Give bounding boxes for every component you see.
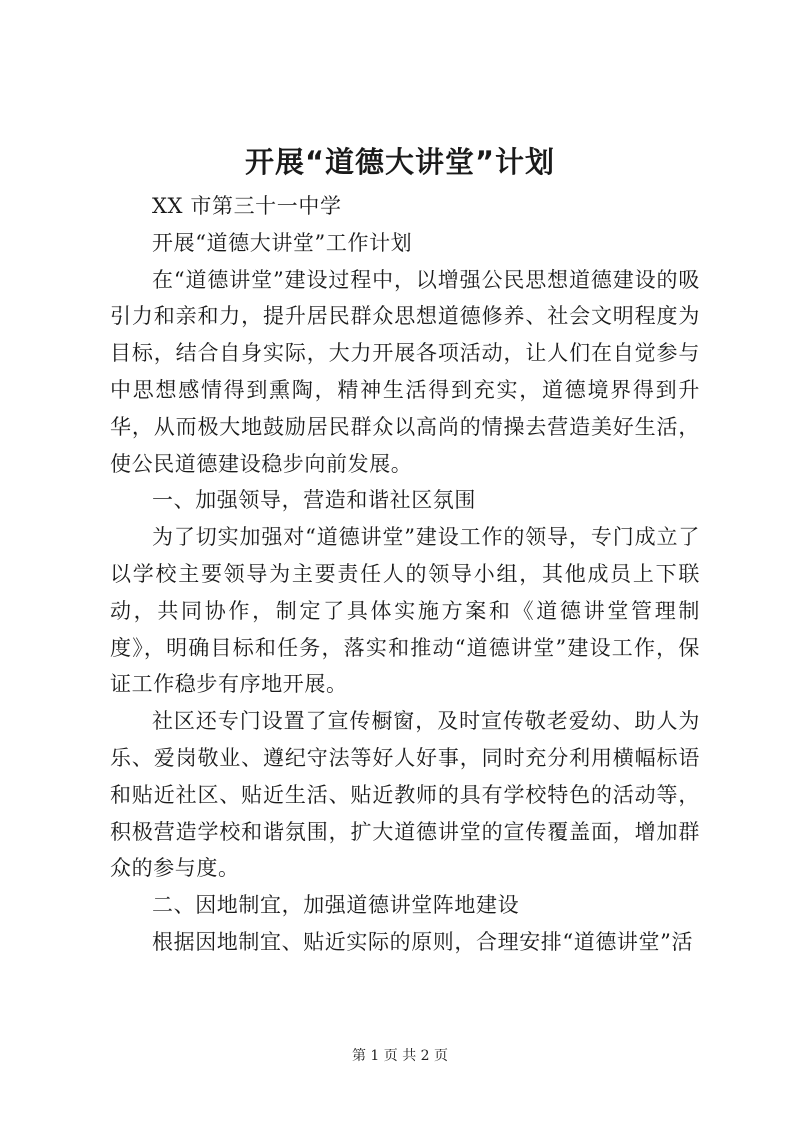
paragraph-publicity: 社区还专门设置了宣传橱窗，及时宣传敬老爱幼、助人为乐、爱岗敬业、遵纪守法等好人好事，同时充分利用横幅标语和贴近社区、贴近生活、贴近教师的具有学校特色的活动等，积极营造学校和谐氛围，扩大道德讲堂的宣传覆盖面，增加群众的参与度。 [110,709,700,881]
paragraph-venue: 根据因地制宜、贴近实际的原则，合理安排“道德讲堂”活 [152,929,694,954]
section-heading-1: 一、加强领导，营造和谐社区氛围 [152,488,476,513]
school-name: XX 市第三十一中学 [152,194,342,218]
document-title: 开展“道德大讲堂”计划 [244,145,556,179]
paragraph-intro: 在“道德讲堂”建设过程中，以增强公民思想道德建设的吸引力和亲和力，提升居民群众思想道德修养、社会文明程度为目标，结合自身实际，大力开展各项活动，让人们在自觉参与中思想感情得到熏陶，精神生活得到充实，道德境界得到升华，从而极大地鼓励居民群众以高尚的情操去营造美好生活，使公民道德建设稳步向前发展。 [110,267,700,476]
document-body [110,188,700,961]
section-heading-2: 二、因地制宜，加强道德讲堂阵地建设 [152,893,520,918]
page-footer: 第 1 页 共 2 页 [351,1048,449,1064]
paragraph-leadership: 为了切实加强对“道德讲堂”建设工作的领导，专门成立了以学校主要领导为主要责任人的领导小组，其他成员上下联动，共同协作，制定了具体实施方案和《道德讲堂管理制度》，明确目标和任务，落实和推动“道德讲堂”建设工作，保证工作稳步有序地开展。 [110,525,700,697]
plan-subtitle: 开展“道德大讲堂”工作计划 [152,230,413,255]
